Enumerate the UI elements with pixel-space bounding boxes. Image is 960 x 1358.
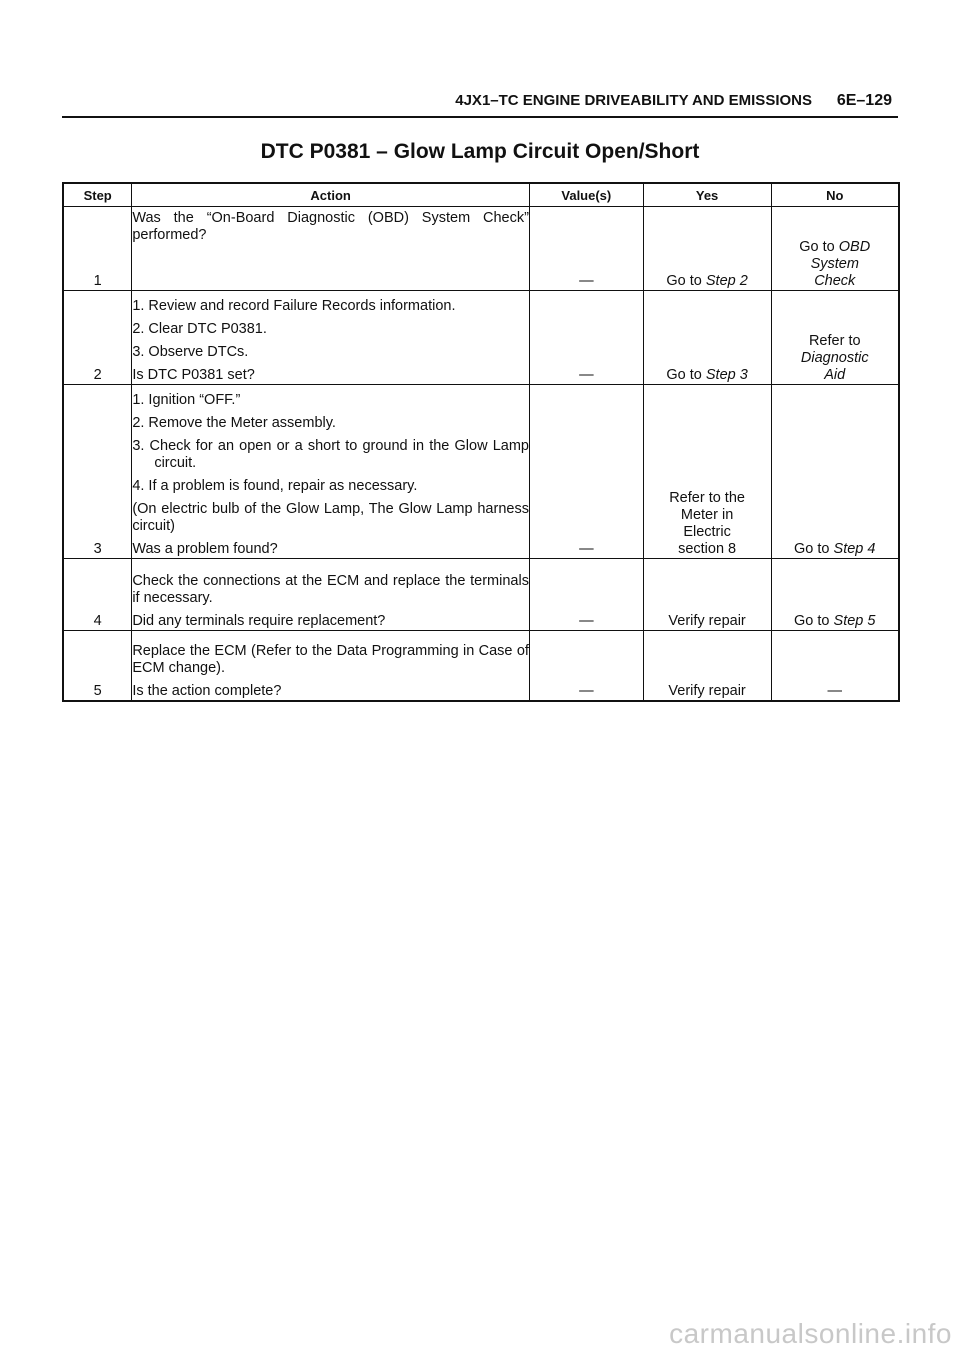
table-row bbox=[63, 631, 899, 701]
no-cell bbox=[771, 207, 899, 291]
no-text: Go to bbox=[799, 239, 839, 255]
yes-cell bbox=[643, 631, 771, 701]
table-header-row bbox=[63, 183, 899, 207]
column-header-yes: Yes bbox=[643, 183, 771, 207]
column-header-action: Action bbox=[132, 183, 530, 207]
yes-cell bbox=[643, 385, 771, 559]
action-item: 3. Observe DTCs. bbox=[132, 344, 249, 360]
value-cell: — bbox=[529, 385, 643, 559]
no-text: Go to bbox=[794, 613, 834, 629]
yes-cell bbox=[643, 291, 771, 385]
action-question: Did any terminals require replacement? bbox=[132, 613, 386, 629]
diagnostic-table bbox=[62, 182, 900, 702]
yes-step-link[interactable]: Step 3 bbox=[705, 367, 748, 383]
yes-text: Verify repair bbox=[668, 613, 746, 629]
page-header bbox=[62, 88, 898, 118]
action-text: Replace the ECM (Refer to the Data Programming in Case of ECM change). bbox=[132, 642, 529, 676]
no-reference-link[interactable]: Diagnostic Aid bbox=[800, 350, 869, 383]
column-header-step: Step bbox=[63, 183, 132, 207]
no-text: — bbox=[827, 682, 842, 699]
action-cell bbox=[132, 385, 530, 559]
section-title: 4JX1–TC ENGINE DRIVEABILITY AND EMISSIONS bbox=[455, 92, 812, 109]
table-row bbox=[63, 207, 899, 291]
yes-text: Verify repair bbox=[668, 682, 746, 699]
action-item: 2. Remove the Meter assembly. bbox=[132, 415, 336, 431]
no-text: Go to bbox=[794, 541, 834, 557]
action-question: Was a problem found? bbox=[132, 541, 278, 557]
no-step-link[interactable]: Step 4 bbox=[833, 541, 876, 557]
action-item: 4. If a problem is found, repair as necessary. bbox=[132, 478, 418, 494]
table-row bbox=[63, 385, 899, 559]
yes-cell bbox=[643, 207, 771, 291]
column-header-no: No bbox=[771, 183, 899, 207]
step-number: 5 bbox=[63, 631, 132, 701]
yes-text: Refer to the Meter in Electric section 8 bbox=[669, 490, 745, 557]
no-cell bbox=[771, 631, 899, 701]
no-text: Refer to bbox=[808, 333, 861, 349]
yes-text: Go to bbox=[666, 273, 706, 289]
action-cell bbox=[132, 631, 530, 701]
no-cell bbox=[771, 559, 899, 631]
value-cell: — bbox=[529, 631, 643, 701]
page-number: 6E–129 bbox=[836, 92, 892, 109]
action-item: 1. Review and record Failure Records information. bbox=[132, 298, 456, 314]
action-cell bbox=[132, 559, 530, 631]
yes-text: Go to bbox=[666, 367, 706, 383]
step-number: 2 bbox=[63, 291, 132, 385]
watermark: carmanualsonline.info bbox=[669, 1318, 952, 1349]
yes-step-link[interactable]: Step 2 bbox=[705, 273, 748, 289]
action-question: Is the action complete? bbox=[132, 682, 282, 699]
action-text: Check the connections at the ECM and replace the terminals if necessary. bbox=[132, 573, 529, 606]
no-step-link[interactable]: Step 5 bbox=[833, 613, 876, 629]
no-cell bbox=[771, 385, 899, 559]
no-cell bbox=[771, 291, 899, 385]
no-reference-link[interactable]: OBD System Check bbox=[810, 239, 871, 289]
step-number: 1 bbox=[63, 207, 132, 291]
step-number: 4 bbox=[63, 559, 132, 631]
action-question: Is DTC P0381 set? bbox=[132, 367, 255, 383]
action-text: Was the “On-Board Diagnostic (OBD) System Check” performed? bbox=[132, 210, 529, 243]
action-note: (On electric bulb of the Glow Lamp, The Glow Lamp harness circuit) bbox=[132, 501, 529, 534]
page-title: DTC P0381 – Glow Lamp Circuit Open/Short bbox=[260, 140, 700, 163]
value-cell: — bbox=[529, 559, 643, 631]
table-row bbox=[63, 291, 899, 385]
action-item: 3. Check for an open or a short to ground in the Glow Lamp circuit. bbox=[132, 438, 529, 471]
column-header-values: Value(s) bbox=[529, 183, 643, 207]
action-item: 2. Clear DTC P0381. bbox=[132, 321, 267, 337]
yes-cell bbox=[643, 559, 771, 631]
action-item: 1. Ignition “OFF.” bbox=[132, 392, 241, 408]
action-cell bbox=[132, 207, 530, 291]
action-cell bbox=[132, 291, 530, 385]
value-cell: — bbox=[529, 207, 643, 291]
value-cell: — bbox=[529, 291, 643, 385]
step-number: 3 bbox=[63, 385, 132, 559]
table-row bbox=[63, 559, 899, 631]
